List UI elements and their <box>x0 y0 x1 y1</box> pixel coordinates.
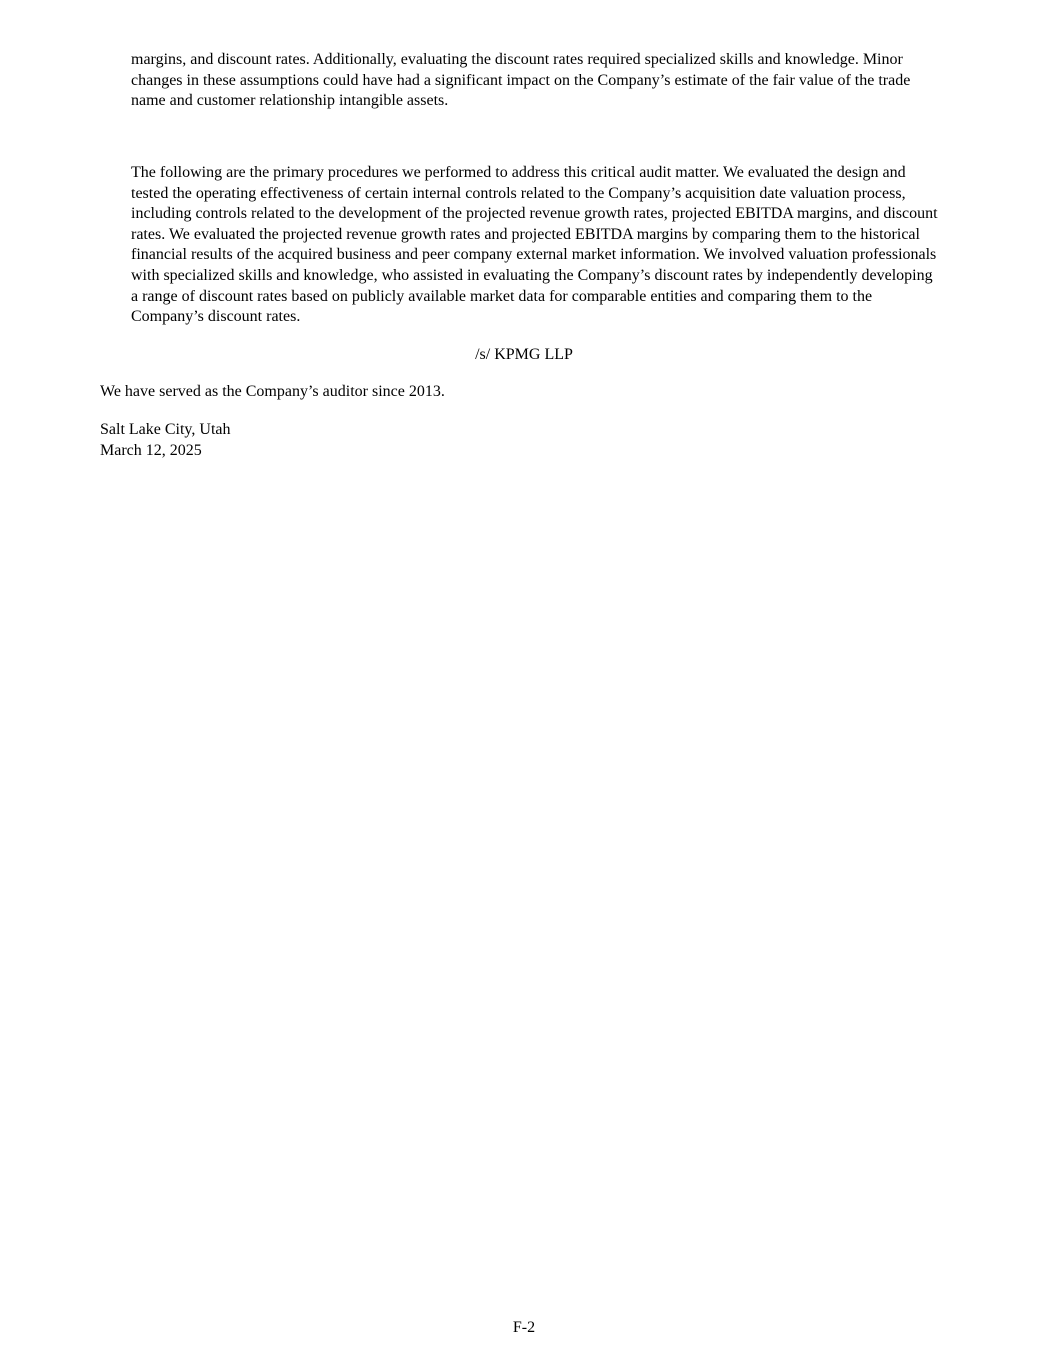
location: Salt Lake City, Utah <box>100 421 231 438</box>
paragraph-audit-procedures: The following are the primary procedures we performed to address this critical audit matter. We evaluated the design and tested the operating effectiveness of certain internal controls related to the Company’s acquisition date valuation process, including controls related to the development of the projected revenue growth rates, projected EBITDA margins, and discount rates. We evaluated the projected revenue growth rates and projected EBITDA margins by comparing them to the historical financial results of the acquired business and peer company external market information. We involved valuation professionals with specialized skills and knowledge, who assisted in evaluating the Company’s discount rates by independently developing a range of discount rates based on publicly available market data for comparable entities and comparing them to the Company’s discount rates. <box>131 164 938 326</box>
auditor-signature: /s/ KPMG LLP <box>475 346 573 363</box>
paragraph-continued: margins, and discount rates. Additionally, evaluating the discount rates required specialized skills and knowledge. Minor changes in these assumptions could have had a significant impact on the Company’s estimate of the fair value of the trade name and customer relationship intangible assets. <box>131 51 911 110</box>
page-number: F-2 <box>512 1319 536 1336</box>
report-date: March 12, 2025 <box>100 441 202 459</box>
location-date-block <box>100 420 231 461</box>
auditor-tenure-statement: We have served as the Company’s auditor since 2013. <box>100 383 445 400</box>
